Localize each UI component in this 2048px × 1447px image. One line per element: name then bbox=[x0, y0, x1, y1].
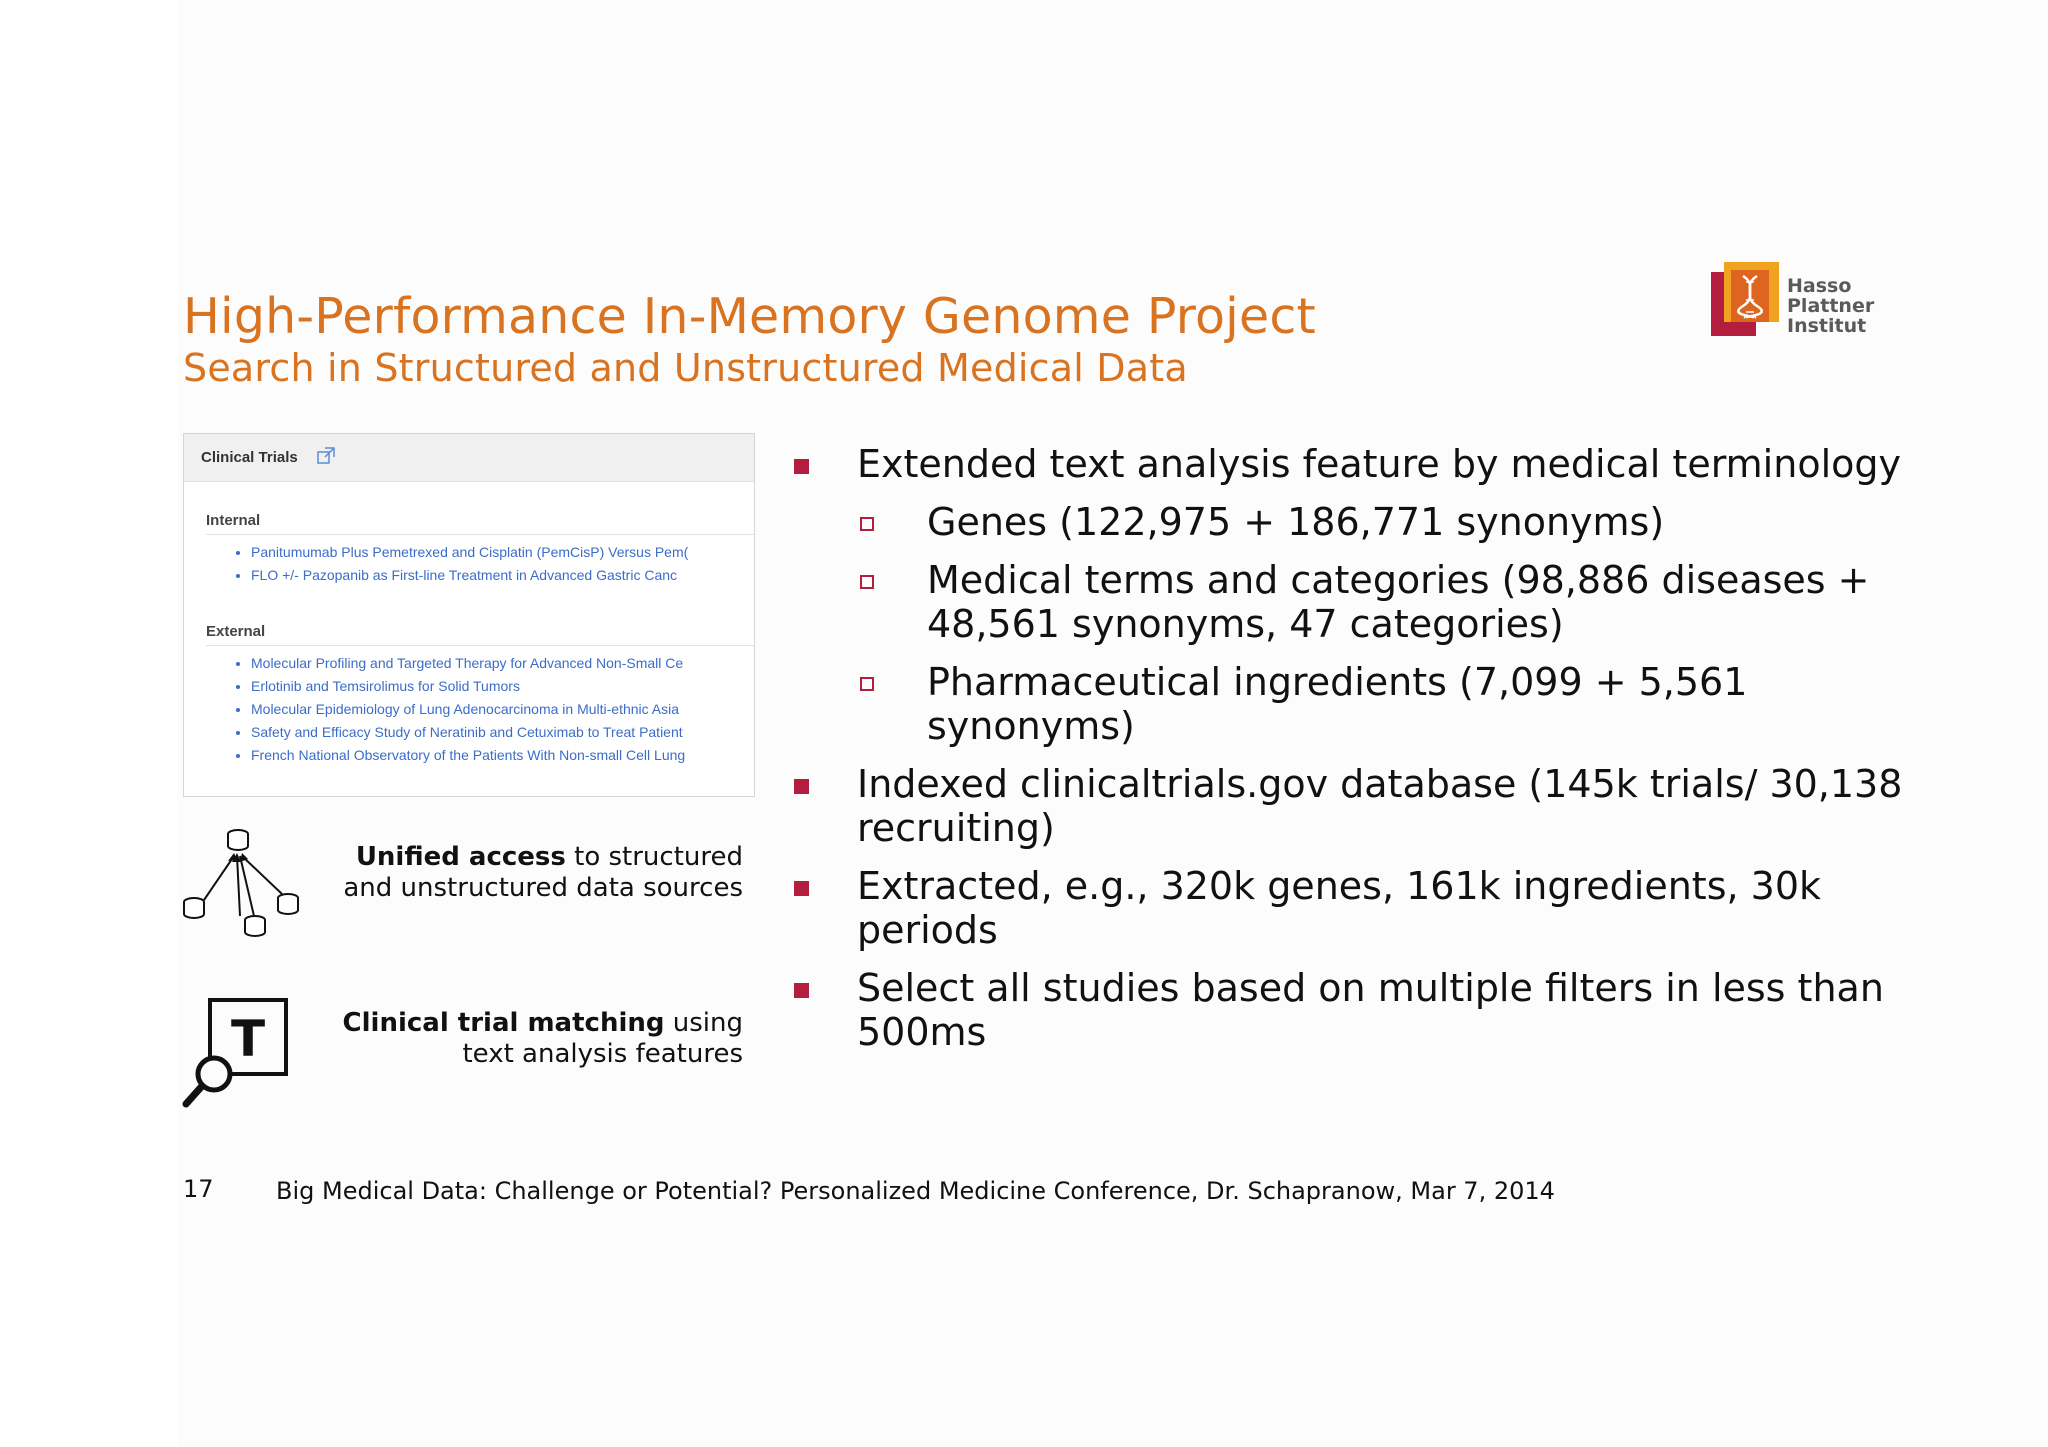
page-number: 17 bbox=[183, 1175, 214, 1203]
external-link-icon[interactable] bbox=[316, 446, 336, 466]
bullet-marker bbox=[794, 881, 809, 896]
unified-access-bold: Unified access bbox=[355, 842, 566, 872]
trial-link[interactable]: • Panitumumab Plus Pemetrexed and Cisplatin (PemCisP) Versus Pem( bbox=[251, 541, 755, 564]
external-section bbox=[206, 623, 755, 767]
bullet-item bbox=[790, 966, 1920, 1054]
unified-access-rest: to structured bbox=[565, 842, 743, 872]
sub-bullet-text: Genes (122,975 + 186,771 synonyms) bbox=[927, 500, 1665, 544]
bullet-text: Indexed clinicaltrials.gov database (145k trials/ 30,138 recruiting) bbox=[857, 762, 1903, 850]
text-search-icon bbox=[180, 996, 292, 1111]
trial-matching-line2: text analysis features bbox=[462, 1039, 743, 1069]
bullet-text: Extracted, e.g., 320k genes, 161k ingredients, 30k periods bbox=[857, 864, 1822, 952]
sub-bullet-marker bbox=[860, 677, 874, 691]
sub-bullet-marker bbox=[860, 575, 874, 589]
logo-line-institut: Institut bbox=[1787, 315, 1867, 337]
logo-line-hasso: Hasso bbox=[1787, 275, 1852, 297]
slide-title: High-Performance In-Memory Genome Project bbox=[183, 288, 1316, 345]
footer-text: Big Medical Data: Challenge or Potential? Personalized Medicine Conference, Dr. Schapranow, Mar 7, 2014 bbox=[276, 1177, 1555, 1205]
trial-link[interactable]: • Molecular Epidemiology of Lung Adenocarcinoma in Multi-ethnic Asia bbox=[251, 698, 755, 721]
trial-link[interactable]: • Safety and Efficacy Study of Neratinib and Cetuximab to Treat Patient bbox=[251, 721, 755, 744]
bullet-marker bbox=[794, 983, 809, 998]
internal-trial-list bbox=[206, 541, 755, 587]
bullet-item bbox=[790, 762, 1920, 850]
sub-bullet-item bbox=[790, 500, 1920, 544]
unified-access-line2: and unstructured data sources bbox=[343, 873, 743, 903]
sub-bullet-text: Pharmaceutical ingredients (7,099 + 5,561 synonyms) bbox=[927, 660, 1748, 748]
sub-bullet-marker bbox=[860, 517, 874, 531]
logo-text bbox=[1787, 276, 1874, 336]
bullet-marker bbox=[794, 779, 809, 794]
bullet-text: Select all studies based on multiple filters in less than 500ms bbox=[857, 966, 1884, 1054]
dna-icon bbox=[1733, 272, 1767, 320]
external-section-title: External bbox=[206, 623, 755, 646]
bullet-text: Extended text analysis feature by medical terminology bbox=[857, 442, 1901, 486]
clinical-trials-title: Clinical Trials bbox=[201, 449, 298, 466]
trial-matching-rest: using bbox=[664, 1008, 743, 1038]
internal-section-title: Internal bbox=[206, 512, 755, 535]
hpi-logo bbox=[1711, 262, 1875, 337]
trial-link[interactable]: • Erlotinib and Temsirolimus for Solid Tumors bbox=[251, 675, 755, 698]
trial-matching-caption bbox=[343, 1008, 743, 1070]
bullet-item bbox=[790, 864, 1920, 952]
clinical-trials-panel bbox=[183, 433, 755, 797]
trial-matching-bold: Clinical trial matching bbox=[342, 1008, 665, 1038]
sub-bullet-item bbox=[790, 660, 1920, 748]
trial-link[interactable]: • French National Observatory of the Patients With Non-small Cell Lung bbox=[251, 744, 755, 767]
clinical-trials-header bbox=[184, 434, 754, 482]
sub-bullet-item bbox=[790, 558, 1920, 646]
text-icon-letter: T bbox=[230, 1010, 266, 1068]
bullet-marker bbox=[794, 459, 809, 474]
sub-bullet-text: Medical terms and categories (98,886 diseases + 48,561 synonyms, 47 categories) bbox=[927, 558, 1870, 646]
trial-link[interactable]: • Molecular Profiling and Targeted Therapy for Advanced Non-Small Ce bbox=[251, 652, 755, 675]
trial-link[interactable]: • FLO +/- Pazopanib as First-line Treatment in Advanced Gastric Canc bbox=[251, 564, 755, 587]
bullet-list bbox=[790, 442, 1920, 1068]
logo-line-plattner: Plattner bbox=[1787, 295, 1875, 317]
external-trial-list bbox=[206, 652, 755, 767]
unified-access-caption bbox=[343, 842, 743, 904]
bullet-item bbox=[790, 442, 1920, 486]
data-sources-network-icon bbox=[180, 828, 305, 940]
internal-section bbox=[206, 512, 755, 587]
slide-subtitle: Search in Structured and Unstructured Medical Data bbox=[183, 346, 1188, 390]
